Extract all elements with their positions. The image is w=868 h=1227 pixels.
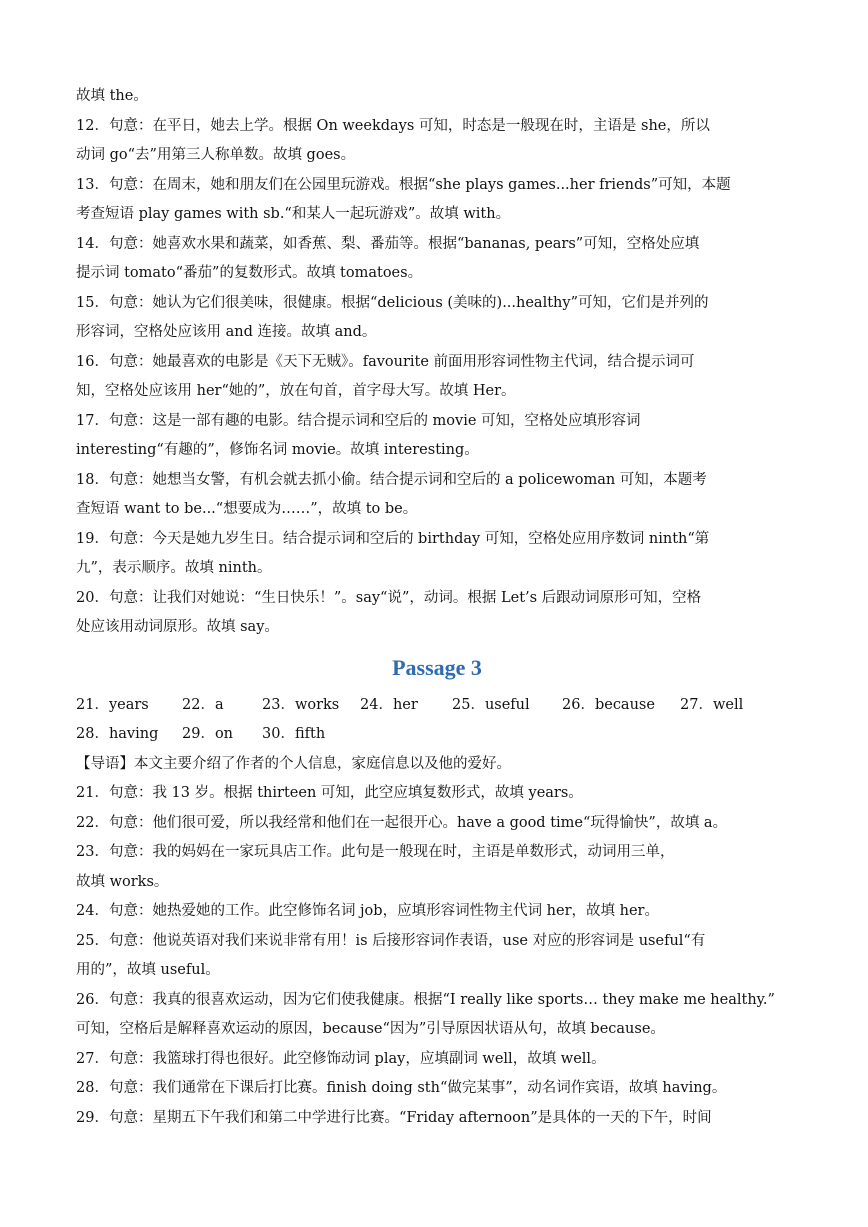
- explanations-passage-2: [76, 82, 798, 643]
- answer-key-row-1: [76, 691, 798, 721]
- text-line: 12．句意：在平日，她去上学。根据 On weekdays 可知，时态是一般现在时，主语是 she，所以: [76, 117, 710, 134]
- text-line: 15．句意：她认为它们很美味，很健康。根据“delicious (美味的)...healthy”可知，它们是并列的: [76, 294, 709, 311]
- text-line: 可知，空格后是解释喜欢运动的原因，because“因为”引导原因状语从句，故填 because。: [76, 1021, 665, 1037]
- text-line: 24．句意：她热爱她的工作。此空修饰名词 job，应填形容词性物主代词 her，故填 her。: [76, 903, 659, 919]
- text-line: 18．句意：她想当女警，有机会就去抓小偷。结合提示词和空后的 a policewoman 可知，本题考: [76, 471, 707, 488]
- answer-item: 28．having: [76, 726, 159, 742]
- answer-item: 30．fifth: [262, 726, 326, 742]
- text-line: 17．句意：这是一部有趣的电影。结合提示词和空后的 movie 可知，空格处应填形容词: [76, 412, 641, 429]
- explanations-passage-3: [76, 750, 798, 1134]
- text-line: interesting“有趣的”，修饰名词 movie。故填 interesting。: [76, 442, 479, 458]
- text-line: 13．句意：在周末，她和朋友们在公园里玩游戏。根据“she plays games...her friends”可知，本题: [76, 176, 731, 193]
- text-line: 23．句意：我的妈妈在一家玩具店工作。此句是一般现在时，主语是单数形式，动词用三单，: [76, 844, 675, 860]
- answer-item: 25．useful: [452, 696, 530, 713]
- text-line: 29．句意：星期五下午我们和第二中学进行比赛。“Friday afternoon”是具体的一天的下午，时间: [76, 1109, 712, 1126]
- text-line: 用的”，故填 useful。: [76, 962, 220, 978]
- text-line: 21．句意：我 13 岁。根据 thirteen 可知，此空应填复数形式，故填 years。: [76, 785, 583, 801]
- answer-item: 27．well: [680, 696, 744, 713]
- text-line: 形容词，空格处应该用 and 连接。故填 and。: [76, 324, 377, 340]
- answer-item: 29．on: [182, 726, 234, 742]
- answer-item: 22．a: [182, 696, 224, 713]
- text-line: 26．句意：我真的很喜欢运动，因为它们使我健康。根据“I really like sports… they make me healthy.”: [76, 991, 775, 1008]
- text-line: 16．句意：她最喜欢的电影是《天下无贼》。favourite 前面用形容词性物主代词，结合提示词可: [76, 353, 695, 370]
- text-line: 20．句意：让我们对她说：“生日快乐！”。say“说”，动词。根据 Let’s 后跟动词原形可知，空格: [76, 589, 702, 606]
- text-line: 九”，表示顺序。故填 ninth。: [76, 560, 272, 576]
- answer-item: 26．because: [562, 696, 655, 713]
- intro-line: 【导语】本文主要介绍了作者的个人信息，家庭信息以及他的爱好。: [76, 755, 511, 772]
- text-line: 19．句意：今天是她九岁生日。结合提示词和空后的 birthday 可知，空格处应用序数词 ninth“第: [76, 530, 710, 547]
- answer-key-row-2: [76, 720, 798, 750]
- text-line: 知，空格处应该用 her“她的”，放在句首，首字母大写。故填 Her。: [76, 383, 516, 399]
- text-line: 查短语 want to be...“想要成为……”，故填 to be。: [76, 501, 418, 517]
- text-line: 27．句意：我篮球打得也很好。此空修饰动词 play，应填副词 well，故填 well。: [76, 1050, 606, 1067]
- text-line: 14．句意：她喜欢水果和蔬菜，如香蕉、梨、番茄等。根据“bananas, pears”可知，空格处应填: [76, 235, 700, 252]
- answer-item: 24．her: [360, 696, 418, 713]
- text-line: 故填 works。: [76, 873, 169, 890]
- text-line: 22．句意：他们很可爱，所以我经常和他们在一起很开心。have a good time“玩得愉快”，故填 a。: [76, 814, 728, 831]
- text-line: 故填 the。: [76, 88, 148, 104]
- text-line: 28．句意：我们通常在下课后打比赛。finish doing sth“做完某事”，动名词作宾语，故填 having。: [76, 1080, 727, 1096]
- document-content: [76, 82, 798, 1133]
- answer-item: 23．works: [262, 696, 340, 713]
- answer-item: 21．years: [76, 696, 149, 713]
- text-line: 25．句意：他说英语对我们来说非常有用！is 后接形容词作表语，use 对应的形容词是 useful“有: [76, 932, 706, 949]
- text-line: 动词 go“去”用第三人称单数。故填 goes。: [76, 147, 356, 163]
- text-line: 处应该用动词原形。故填 say。: [76, 619, 279, 635]
- text-line: 考查短语 play games with sb.“和某人一起玩游戏”。故填 with。: [76, 206, 511, 222]
- text-line: 提示词 tomato“番茄”的复数形式。故填 tomatoes。: [76, 265, 423, 281]
- passage-title: Passage 3: [392, 654, 482, 680]
